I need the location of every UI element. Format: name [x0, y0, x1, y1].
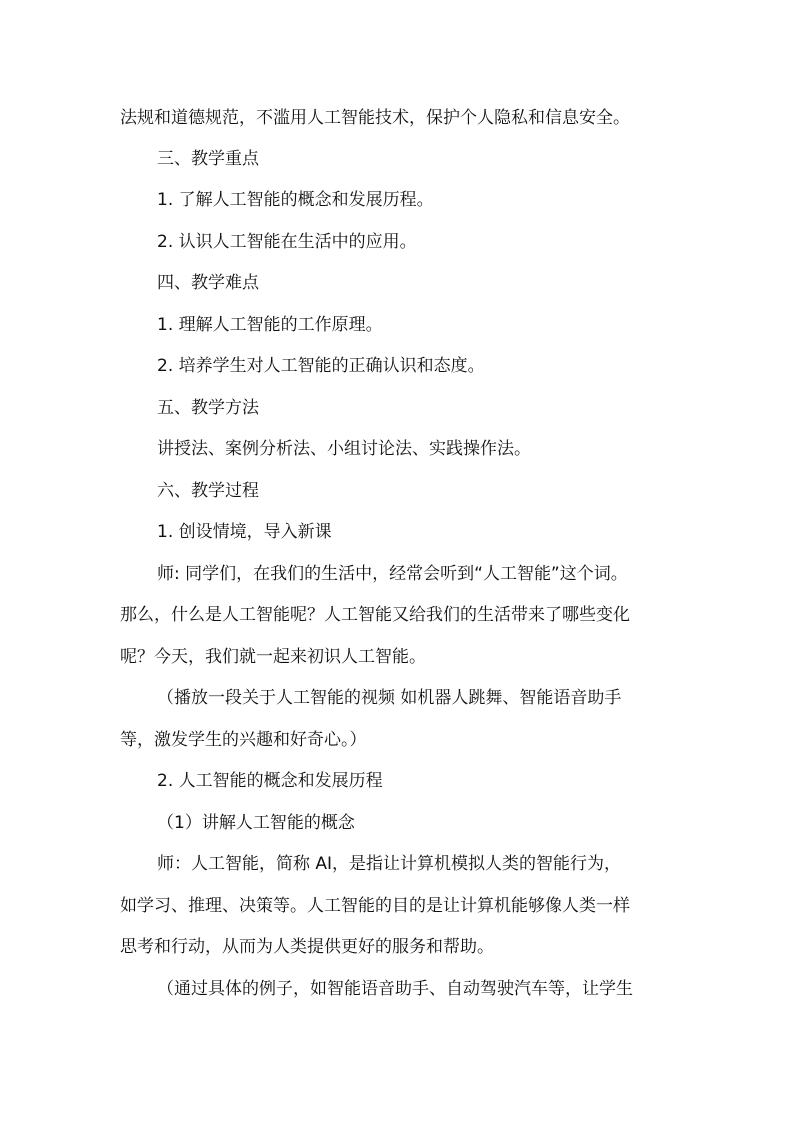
section-heading: 四、教学难点 [157, 273, 259, 293]
paragraph-line: 法规和道德规范，不滥用人工智能技术，保护个人隐私和信息安全。 [120, 108, 630, 128]
paragraph-line: 等，激发学生的兴趣和好奇心。） [120, 730, 367, 750]
section-heading: 六、教学过程 [157, 481, 259, 501]
paragraph-line: 那么，什么是人工智能呢？人工智能又给我们的生活带来了哪些变化 [120, 605, 630, 625]
section-heading: 五、教学方法 [157, 398, 259, 418]
subsection-heading: 2. 人工智能的概念和发展历程 [157, 771, 383, 791]
paragraph-line: 呢？今天，我们就一起来初识人工智能。 [120, 647, 426, 667]
paragraph-line: 思考和行动，从而为人类提供更好的服务和帮助。 [120, 937, 494, 957]
list-item: 1. 了解人工智能的概念和发展历程。 [157, 190, 434, 210]
list-item: 1. 理解人工智能的工作原理。 [157, 315, 383, 335]
paragraph-line: 师: 同学们，在我们的生活中，经常会听到“人工智能”这个词。 [157, 564, 628, 584]
section-heading: 三、教学重点 [157, 149, 259, 169]
paragraph-line: 讲授法、案例分析法、小组讨论法、实践操作法。 [157, 439, 531, 459]
paragraph-line: 如学习、推理、决策等。人工智能的目的是让计算机能够像人类一样 [120, 896, 630, 916]
list-item: 2. 培养学生对人工智能的正确认识和态度。 [157, 356, 485, 376]
subsection-heading: 1. 创设情境，导入新课 [157, 522, 332, 542]
list-item: 2. 认识人工智能在生活中的应用。 [157, 232, 417, 252]
subsection-heading: （1）讲解人工智能的概念 [157, 813, 355, 833]
paragraph-line: （通过具体的例子，如智能语音助手、自动驾驶汽车等，让学生 [157, 979, 633, 999]
paragraph-line: （播放一段关于人工智能的视频 如机器人跳舞、智能语音助手 [157, 688, 622, 708]
paragraph-line: 师：人工智能，简称 AI，是指让计算机模拟人类的智能行为， [157, 854, 622, 874]
